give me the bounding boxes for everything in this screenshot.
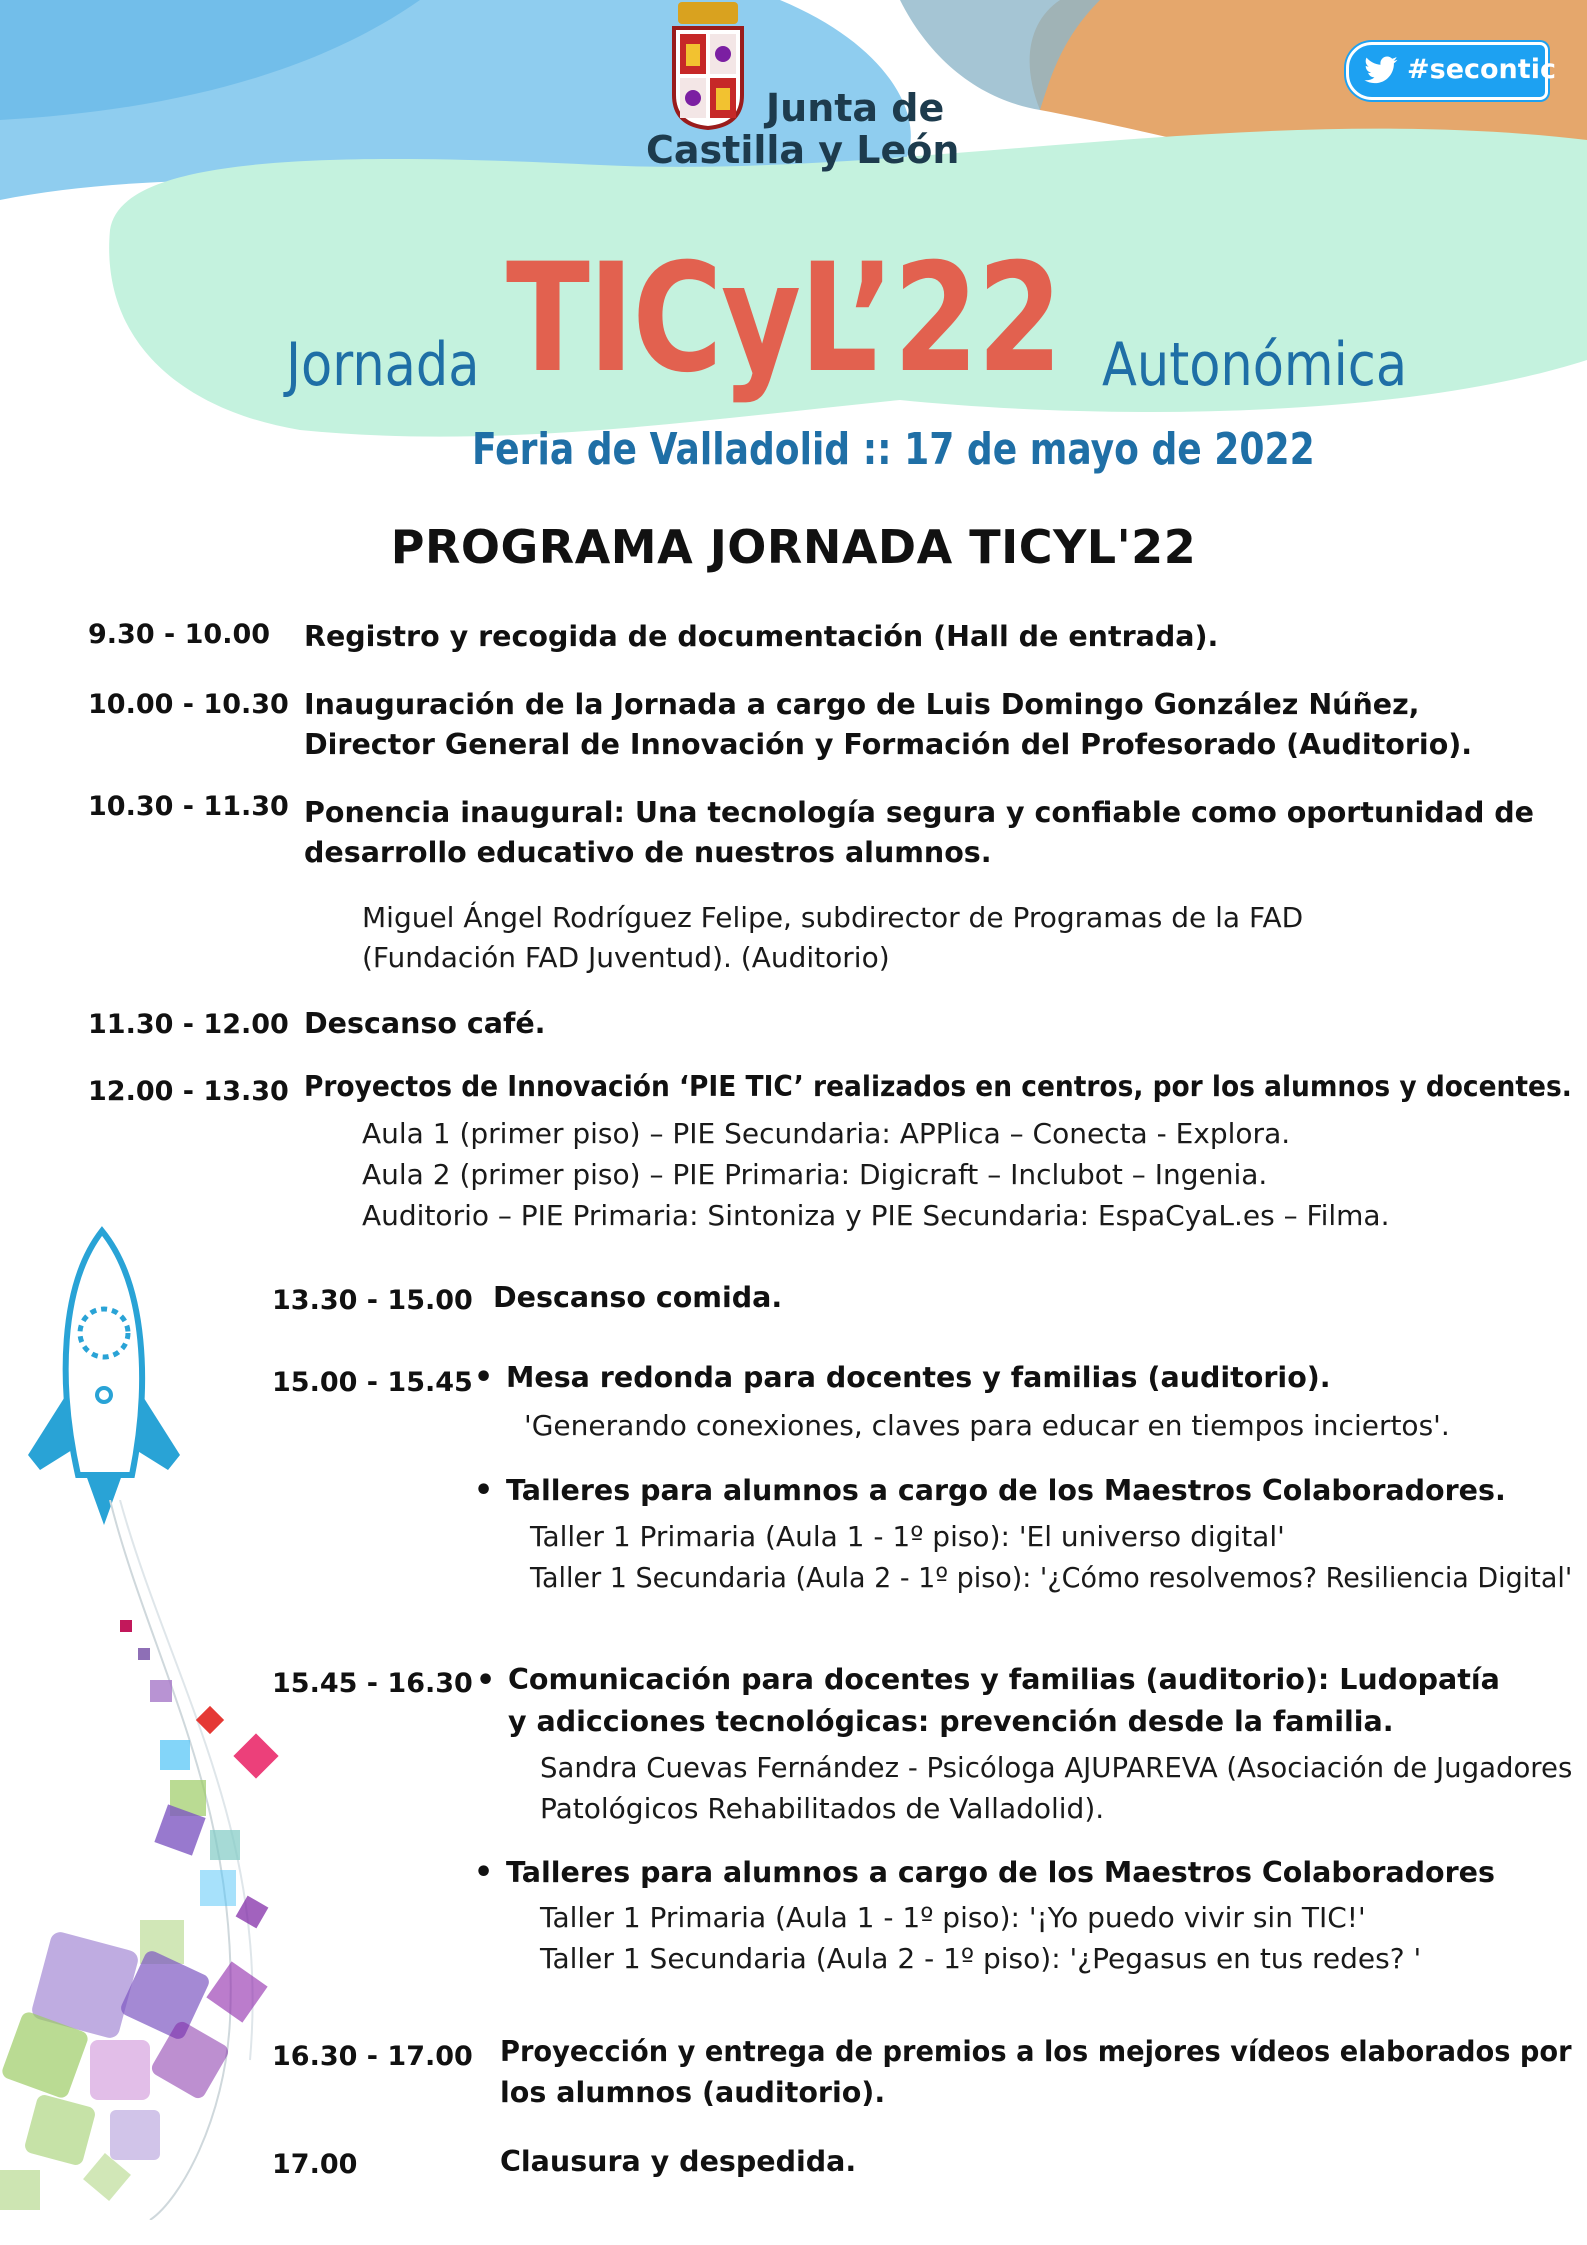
schedule-time: 12.00 - 13.30 xyxy=(88,1076,289,1107)
schedule-activity: Clausura y despedida. xyxy=(500,2145,857,2178)
schedule-time: 15.45 - 16.30 xyxy=(272,1668,473,1699)
schedule-activity: Mesa redonda para docentes y familias (auditorio). xyxy=(506,1361,1331,1394)
coat-of-arms-icon xyxy=(664,0,752,130)
bullet-icon: • xyxy=(474,1360,494,1395)
schedule-activity: Descanso café. xyxy=(304,1007,546,1040)
event-place-date: Feria de Valladolid :: 17 de mayo de 2022 xyxy=(472,424,1315,475)
org-name-line2: Castilla y León xyxy=(646,128,960,172)
schedule-detail: Aula 1 (primer piso) – PIE Secundaria: APPlica – Conecta - Explora. xyxy=(362,1117,1291,1150)
schedule-activity: Talleres para alumnos a cargo de los Maestros Colaboradores xyxy=(506,1856,1495,1889)
program-title: PROGRAMA JORNADA TICYL'22 xyxy=(390,520,1197,574)
schedule-activity: desarrollo educativo de nuestros alumnos. xyxy=(304,836,992,869)
schedule-activity: y adicciones tecnológicas: prevención desde la familia. xyxy=(508,1705,1394,1738)
event-prefix: Jornada xyxy=(286,330,480,400)
bullet-icon: • xyxy=(476,1663,496,1698)
rocket-trail-decoration xyxy=(0,1500,280,2220)
schedule-activity: Registro y recogida de documentación (Hall de entrada). xyxy=(304,620,1219,653)
schedule-activity: Director General de Innovación y Formación del Profesorado (Auditorio). xyxy=(304,728,1473,761)
event-suffix: Autonómica xyxy=(1102,330,1408,400)
schedule-activity: Proyección y entrega de premios a los mejores vídeos elaborados por xyxy=(500,2035,1572,2068)
schedule-detail: Taller 1 Primaria (Aula 1 - 1º piso): 'El universo digital' xyxy=(530,1520,1285,1553)
schedule-detail: Auditorio – PIE Primaria: Sintoniza y PIE Secundaria: EspaCyaL.es – Filma. xyxy=(362,1199,1390,1232)
schedule-detail: (Fundación FAD Juventud). (Auditorio) xyxy=(362,941,890,974)
schedule-activity: los alumnos (auditorio). xyxy=(500,2076,886,2109)
schedule-detail: Miguel Ángel Rodríguez Felipe, subdirector de Programas de la FAD xyxy=(362,901,1304,934)
bullet-icon: • xyxy=(474,1855,494,1890)
rocket-icon xyxy=(20,1225,200,1525)
schedule-time: 13.30 - 15.00 xyxy=(272,1285,473,1316)
schedule-detail: 'Generando conexiones, claves para educar en tiempos inciertos'. xyxy=(524,1409,1450,1442)
schedule-detail: Taller 1 Primaria (Aula 1 - 1º piso): '¡Yo puedo vivir sin TIC!' xyxy=(540,1901,1366,1934)
schedule-activity: Descanso comida. xyxy=(493,1281,783,1314)
schedule-time: 10.00 - 10.30 xyxy=(88,689,289,720)
schedule-detail: Patológicos Rehabilitados de Valladolid). xyxy=(540,1792,1105,1825)
hashtag-text: #secontic xyxy=(1407,54,1556,85)
schedule-activity: Talleres para alumnos a cargo de los Maestros Colaboradores. xyxy=(506,1474,1506,1507)
hashtag-badge[interactable] xyxy=(1346,42,1556,100)
bullet-icon: • xyxy=(474,1473,494,1508)
schedule-time: 9.30 - 10.00 xyxy=(88,619,271,650)
schedule-activity: Comunicación para docentes y familias (auditorio): Ludopatía xyxy=(508,1663,1500,1696)
schedule-activity: Ponencia inaugural: Una tecnología segura y confiable como oportunidad de xyxy=(304,796,1534,829)
schedule-activity: Proyectos de Innovación ‘PIE TIC’ realizados en centros, por los alumnos y docentes. xyxy=(304,1070,1572,1103)
schedule-detail: Aula 2 (primer piso) – PIE Primaria: Digicraft – Inclubot – Ingenia. xyxy=(362,1158,1268,1191)
schedule-detail: Sandra Cuevas Fernández - Psicóloga AJUPAREVA (Asociación de Jugadores xyxy=(540,1751,1573,1784)
twitter-icon xyxy=(1363,55,1399,87)
schedule-activity: Inauguración de la Jornada a cargo de Luis Domingo González Núñez, xyxy=(304,688,1420,721)
schedule-time: 17.00 xyxy=(272,2149,358,2180)
event-name: TICyL’22 xyxy=(506,232,1061,406)
schedule-time: 11.30 - 12.00 xyxy=(88,1009,289,1040)
schedule-detail: Taller 1 Secundaria (Aula 2 - 1º piso): '¿Cómo resolvemos? Resiliencia Digital' xyxy=(530,1561,1573,1594)
schedule-time: 10.30 - 11.30 xyxy=(88,791,289,822)
org-name-line1: Junta de xyxy=(766,86,945,130)
schedule-detail: Taller 1 Secundaria (Aula 2 - 1º piso): '¿Pegasus en tus redes? ' xyxy=(540,1942,1422,1975)
schedule-time: 16.30 - 17.00 xyxy=(272,2041,473,2072)
schedule-time: 15.00 - 15.45 xyxy=(272,1367,473,1398)
